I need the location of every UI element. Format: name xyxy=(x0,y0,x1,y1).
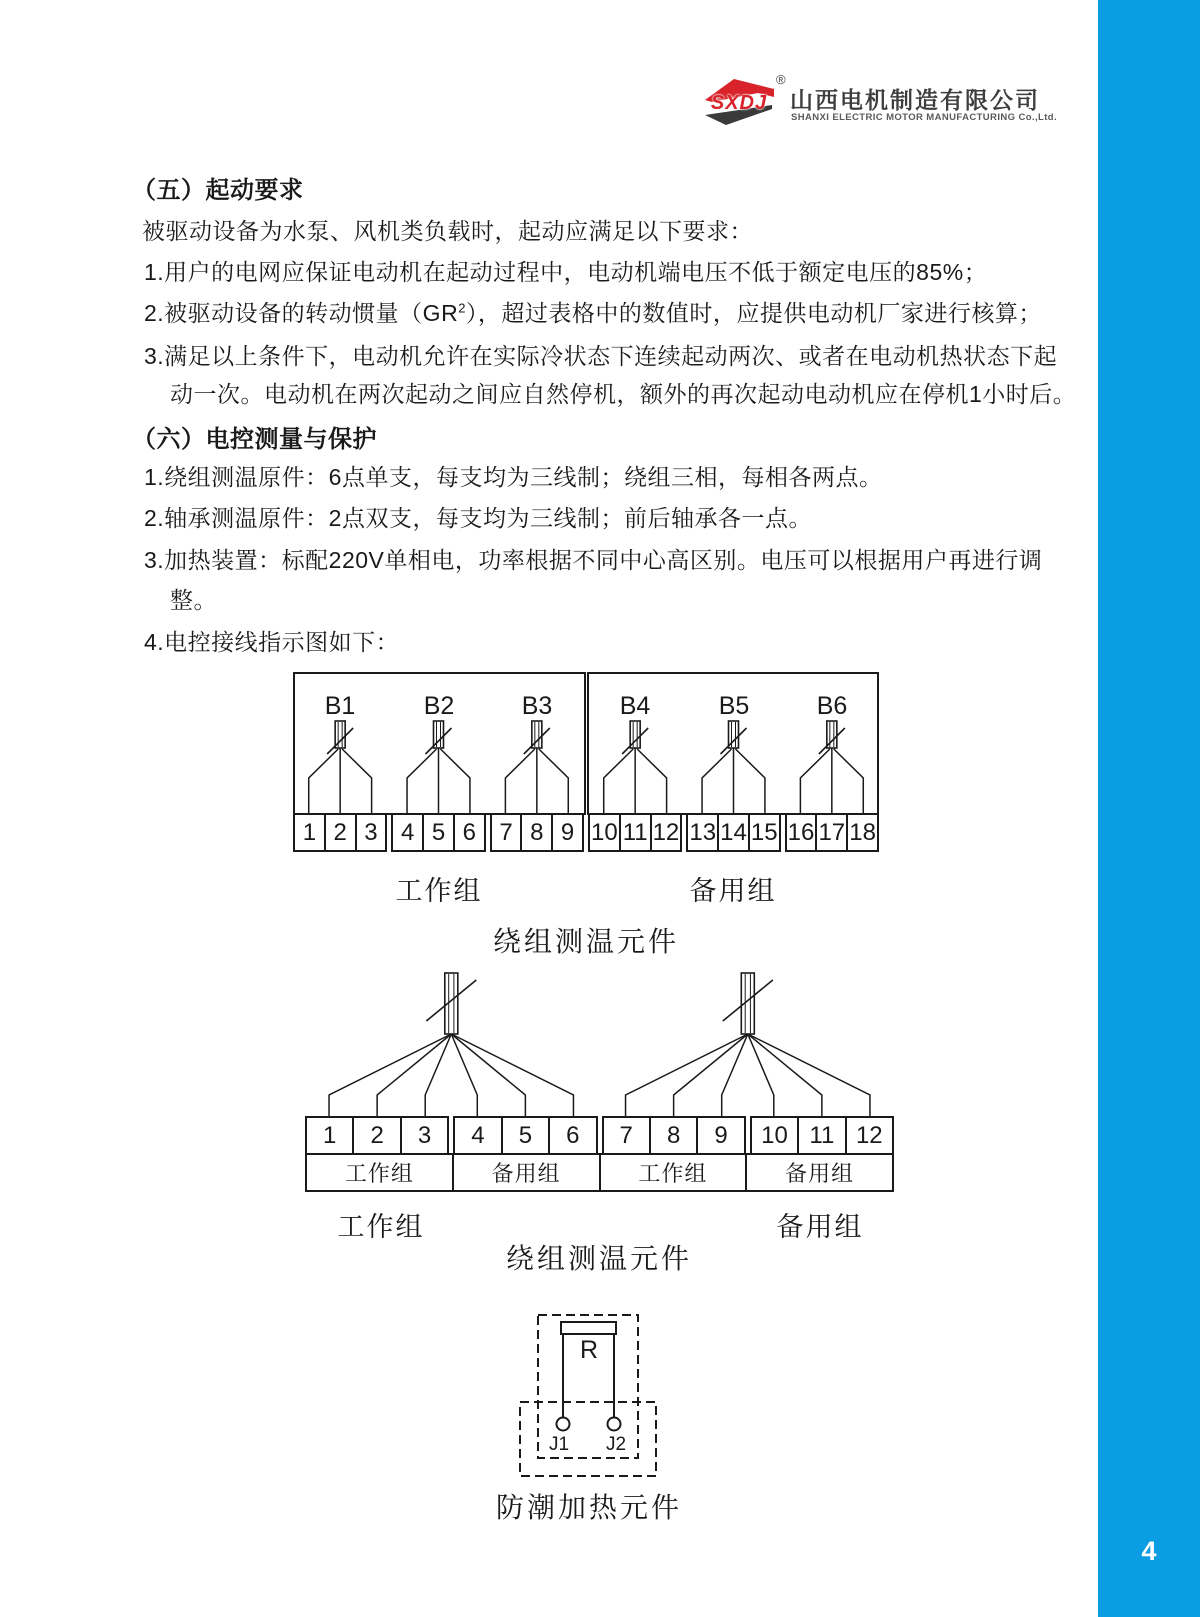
sensor-label-b6: B6 xyxy=(816,692,848,720)
winding-temp-wiring-art xyxy=(293,672,879,815)
terminal-13: 13 xyxy=(689,818,717,846)
diagram-3-caption: 防潮加热元件 xyxy=(495,1492,683,1523)
section-6-item-4: 4.电控接线指示图如下： xyxy=(144,629,400,655)
terminal-group xyxy=(293,813,387,852)
diagram-1-caption: 绕组测温元件 xyxy=(492,926,680,957)
terminal-6: 6 xyxy=(548,1118,595,1153)
sensor-label-b3: B3 xyxy=(521,692,553,720)
terminal-6: 6 xyxy=(453,815,484,850)
item-2-text-cont: ），超过表格中的数值时，应提供电动机厂家进行核算； xyxy=(465,300,1042,326)
terminal-10: 10 xyxy=(761,1121,788,1149)
page-edge-strip xyxy=(1098,0,1200,1617)
terminal-group xyxy=(453,1116,597,1155)
terminal-group xyxy=(686,813,780,852)
terminal-10: 10 xyxy=(591,818,618,846)
diagram-heater xyxy=(495,1314,683,1529)
terminal-strip-1-12 xyxy=(305,1116,894,1155)
terminal-9: 9 xyxy=(696,1118,743,1153)
terminal-3: 3 xyxy=(400,1118,447,1153)
terminal-15: 15 xyxy=(748,815,779,850)
group-row xyxy=(305,1153,894,1192)
terminal-2: 2 xyxy=(352,1118,399,1153)
terminal-12: 12 xyxy=(845,1118,892,1153)
section-6-item-3-line-1: 3.加热装置：标配220V单相电，功率根据不同中心高区别。电压可以根据用户再进行调 xyxy=(144,547,1043,573)
company-name-en: SHANXI ELECTRIC MOTOR MANUFACTURING Co.,Ltd. xyxy=(791,112,1057,123)
terminal-group xyxy=(750,1116,894,1155)
company-name-cn: 山西电机制造有限公司 xyxy=(790,87,1040,113)
terminal-8: 8 xyxy=(520,815,551,850)
terminal-4: 4 xyxy=(401,818,415,846)
terminal-17: 17 xyxy=(815,815,846,850)
item-2-text: 2.被驱动设备的转动惯量（GR xyxy=(144,300,459,326)
section-6-heading: （六）电控测量与保护 xyxy=(132,426,377,453)
section-6-item-2: 2.轴承测温原件：2点双支，每支均为三线制；前后轴承各一点。 xyxy=(144,505,812,531)
diagram-winding-temp-18 xyxy=(293,672,879,967)
company-logo xyxy=(700,72,1100,142)
section-5-item-1: 1.用户的电网应保证电动机在起动过程中，电动机端电压不低于额定电压的85%； xyxy=(144,259,988,285)
sensor-label-b2: B2 xyxy=(423,692,455,720)
terminal-14: 14 xyxy=(717,815,748,850)
terminal-strip-1-18 xyxy=(293,813,879,852)
terminal-5: 5 xyxy=(422,815,453,850)
terminal-2: 2 xyxy=(324,815,355,850)
sensor-label-b5: B5 xyxy=(718,692,750,720)
terminal-18: 18 xyxy=(846,815,877,850)
temp-probe-wiring-art xyxy=(305,965,894,1118)
superscript-2: 2 xyxy=(458,300,466,316)
side-label-backup: 备用组 xyxy=(776,1212,864,1242)
group-label-backup: 备用组 xyxy=(689,876,777,906)
group-label-working: 工作组 xyxy=(395,876,483,906)
section-5-item-3-line-2: 动一次。电动机在两次起动之间应自然停机，额外的再次起动电动机应在停机1小时后。 xyxy=(170,381,1077,407)
page-number: 4 xyxy=(1141,1536,1157,1566)
section-6-item-1: 1.绕组测温原件：6点单支，每支均为三线制；绕组三相，每相各两点。 xyxy=(144,464,883,490)
group-cell-working-2: 工作组 xyxy=(599,1155,746,1190)
side-label-working: 工作组 xyxy=(337,1212,425,1242)
terminal-5: 5 xyxy=(501,1118,548,1153)
logo-text: SXDJ xyxy=(710,92,768,114)
group-cell-backup-2: 备用组 xyxy=(745,1155,892,1190)
registered-mark: ® xyxy=(776,72,786,87)
section-5-intro: 被驱动设备为水泵、风机类负载时，起动应满足以下要求： xyxy=(142,218,753,244)
terminal-8: 8 xyxy=(649,1118,696,1153)
terminal-3: 3 xyxy=(355,815,386,850)
terminal-9: 9 xyxy=(551,815,582,850)
terminal-group xyxy=(588,813,682,852)
resistor-label: R xyxy=(579,1336,599,1364)
sensor-label-b1: B1 xyxy=(324,692,356,720)
terminal-1: 1 xyxy=(323,1121,337,1149)
group-cell-backup-1: 备用组 xyxy=(452,1155,599,1190)
terminal-16: 16 xyxy=(787,818,815,846)
terminal-11: 11 xyxy=(619,815,650,850)
terminal-label-j1: J1 xyxy=(548,1434,570,1455)
terminal-group xyxy=(602,1116,746,1155)
terminal-7: 7 xyxy=(619,1121,633,1149)
terminal-1: 1 xyxy=(302,818,317,846)
diagram-2-caption: 绕组测温元件 xyxy=(505,1243,693,1274)
section-5-item-2 xyxy=(144,295,1042,328)
terminal-group xyxy=(490,813,584,852)
group-cell-working-1: 工作组 xyxy=(344,1161,414,1186)
terminal-group xyxy=(785,813,879,852)
terminal-group xyxy=(305,1116,449,1155)
section-6-item-3-line-2: 整。 xyxy=(170,587,217,613)
terminal-4: 4 xyxy=(471,1121,485,1149)
sensor-label-b4: B4 xyxy=(619,692,651,720)
section-5-heading: （五）起动要求 xyxy=(132,177,304,204)
terminal-label-j2: J2 xyxy=(605,1434,627,1455)
terminal-11: 11 xyxy=(797,1118,844,1153)
diagram-winding-temp-12 xyxy=(305,965,894,1275)
terminal-12: 12 xyxy=(650,815,681,850)
terminal-group xyxy=(391,813,485,852)
section-5-item-3-line-1: 3.满足以上条件下，电动机允许在实际冷状态下连续起动两次、或者在电动机热状态下起 xyxy=(144,343,1058,369)
terminal-7: 7 xyxy=(499,818,513,846)
